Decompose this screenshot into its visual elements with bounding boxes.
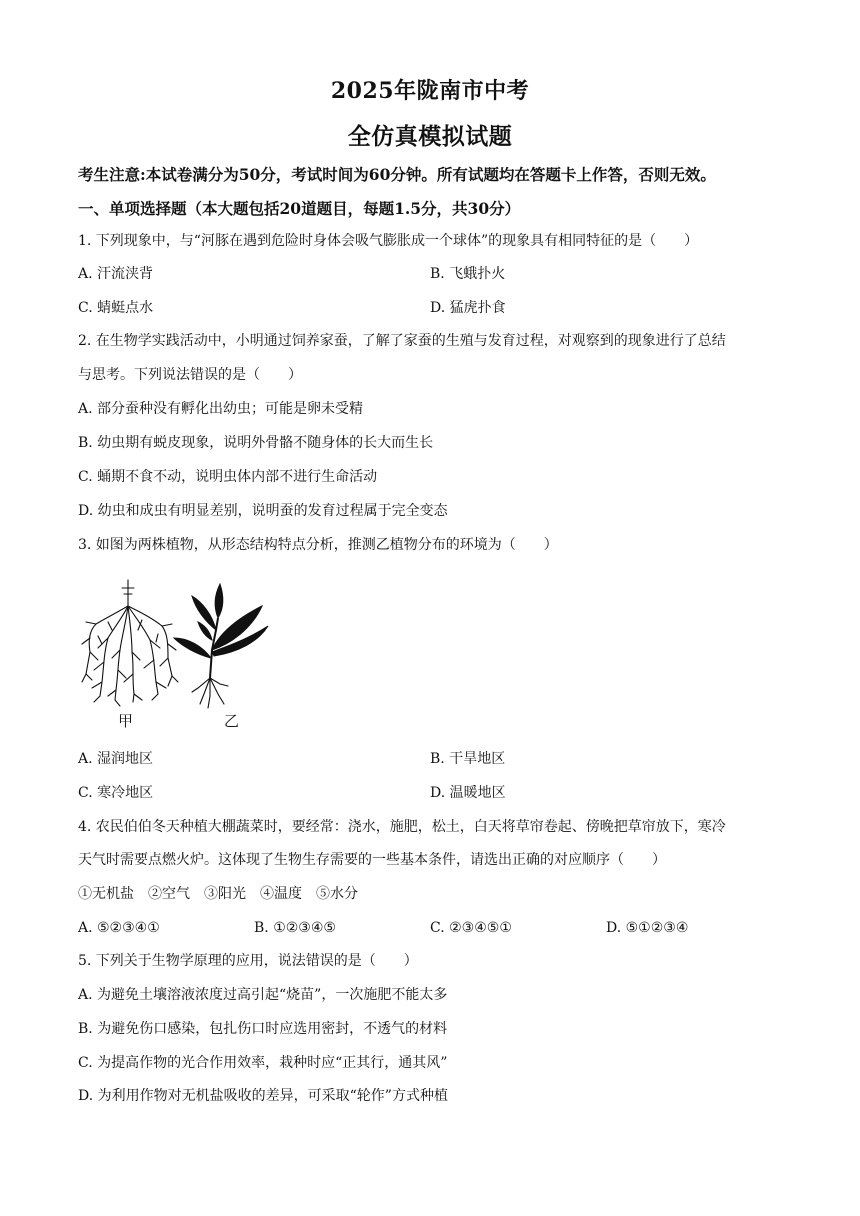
question-1-option-d: D. 猛虎扑食 — [430, 300, 506, 316]
question-3-option-b: B. 干旱地区 — [430, 751, 506, 767]
question-4-stem-line2: 天气时需要点燃火炉。这体现了生物生存需要的一些基本条件，请选出正确的对应顺序（ ） — [78, 852, 666, 868]
question-1-option-c: C. 蜻蜓点水 — [78, 300, 154, 316]
question-2-stem-line2: 与思考。下列说法错误的是（ ） — [78, 367, 302, 383]
exam-notice: 考生注意:本试卷满分为50分，考试时间为60分钟。所有试题均在答题卡上作答，否则无效。 — [78, 165, 716, 184]
section-heading: 一、单项选择题（本大题包括20道题目，每题1.5分，共30分） — [78, 199, 521, 218]
question-4-option-c: C. ②③④⑤① — [430, 920, 512, 936]
question-4-option-b: B. ①②③④⑤ — [254, 920, 336, 936]
question-2-option-c: C. 蛹期不食不动，说明虫体内部不进行生命活动 — [78, 469, 378, 485]
question-5-option-c: C. 为提高作物的光合作用效率，栽种时应“正其行，通其风” — [78, 1055, 448, 1071]
question-4-option-a: A. ⑤②③④① — [78, 920, 160, 936]
question-5-option-d: D. 为利用作物对无机盐吸收的差异，可采取“轮作”方式种植 — [78, 1088, 448, 1104]
question-4-items: ①无机盐 ②空气 ③阳光 ④温度 ⑤水分 — [78, 886, 358, 902]
figure-label-jia: 甲 — [118, 712, 134, 730]
question-4-stem-line1: 4. 农民伯伯冬天种植大棚蔬菜时，要经常：浇水，施肥，松土，白天将草帘卷起、傍晚把草帘放下，寒冷 — [78, 819, 726, 835]
question-5-option-b: B. 为避免伤口感染，包扎伤口时应选用密封，不透气的材料 — [78, 1021, 448, 1037]
plant-jia-roots — [82, 580, 178, 706]
question-1-option-a: A. 汗流浃背 — [78, 266, 154, 282]
plant-yi-shoot — [174, 584, 268, 678]
question-3-option-a: A. 湿润地区 — [78, 751, 154, 767]
exam-subtitle: 全仿真模拟试题 — [347, 123, 513, 150]
question-5-option-a: A. 为避免土壤溶液浓度过高引起“烧苗”，一次施肥不能太多 — [78, 987, 448, 1003]
plant-figure — [78, 578, 278, 730]
question-2-option-d: D. 幼虫和成虫有明显差别，说明蚕的发育过程属于完全变态 — [78, 503, 448, 519]
question-4-option-d: D. ⑤①②③④ — [606, 920, 689, 936]
exam-title: 2025年陇南市中考 — [330, 78, 530, 104]
question-3-option-d: D. 温暖地区 — [430, 785, 506, 801]
question-5-stem: 5. 下列关于生物学原理的应用，说法错误的是（ ） — [78, 953, 418, 969]
question-1-stem: 1. 下列现象中，与“河豚在遇到危险时身体会吸气膨胀成一个球体”的现象具有相同特征的是（ ） — [78, 233, 699, 249]
question-3-stem: 3. 如图为两株植物，从形态结构特点分析，推测乙植物分布的环境为（ ） — [78, 537, 558, 553]
plant-yi-roots — [192, 678, 228, 708]
plant-illustration — [78, 578, 278, 730]
question-3-option-c: C. 寒冷地区 — [78, 785, 154, 801]
question-2-stem-line1: 2. 在生物学实践活动中，小明通过饲养家蚕，了解了家蚕的生殖与发育过程，对观察到的现象进行了总结 — [78, 333, 726, 349]
figure-label-yi: 乙 — [224, 712, 240, 730]
question-1-option-b: B. 飞蛾扑火 — [430, 266, 506, 282]
question-2-option-b: B. 幼虫期有蜕皮现象，说明外骨骼不随身体的长大而生长 — [78, 435, 434, 451]
question-2-option-a: A. 部分蚕种没有孵化出幼虫；可能是卵未受精 — [78, 401, 364, 417]
